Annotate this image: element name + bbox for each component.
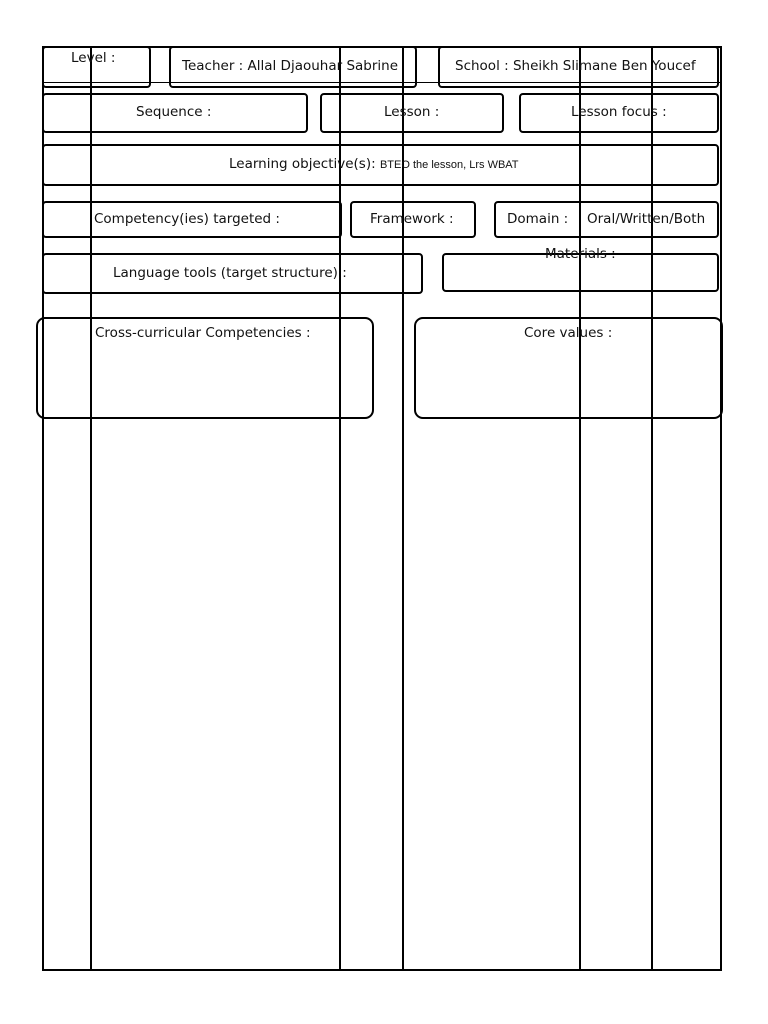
materials-label: Materials : bbox=[545, 246, 616, 262]
level-label: Level : bbox=[71, 50, 116, 66]
learning-objective-value: BTEO the lesson, Lrs WBAT bbox=[379, 159, 519, 171]
domain-value: Oral/Written/Both bbox=[587, 211, 706, 227]
teacher-label: Teacher : Allal Djaouhar Sabrine bbox=[182, 58, 399, 74]
lesson-focus-label: Lesson focus : bbox=[571, 104, 667, 120]
sequence-label: Sequence : bbox=[136, 104, 212, 120]
learning-objective-line bbox=[229, 158, 519, 172]
learning-objective-label: Learning objective(s): bbox=[229, 156, 376, 172]
lesson-label: Lesson : bbox=[384, 104, 440, 120]
core-values-label: Core values : bbox=[524, 325, 613, 341]
school-label: School : Sheikh Slimane Ben Youcef bbox=[455, 58, 696, 74]
language-tools-label: Language tools (target structure) : bbox=[113, 265, 347, 281]
cross-curricular-label: Cross-curricular Competencies : bbox=[95, 325, 311, 341]
competency-label: Competency(ies) targeted : bbox=[94, 211, 280, 227]
framework-label: Framework : bbox=[370, 211, 454, 227]
domain-label: Domain : bbox=[507, 211, 569, 227]
